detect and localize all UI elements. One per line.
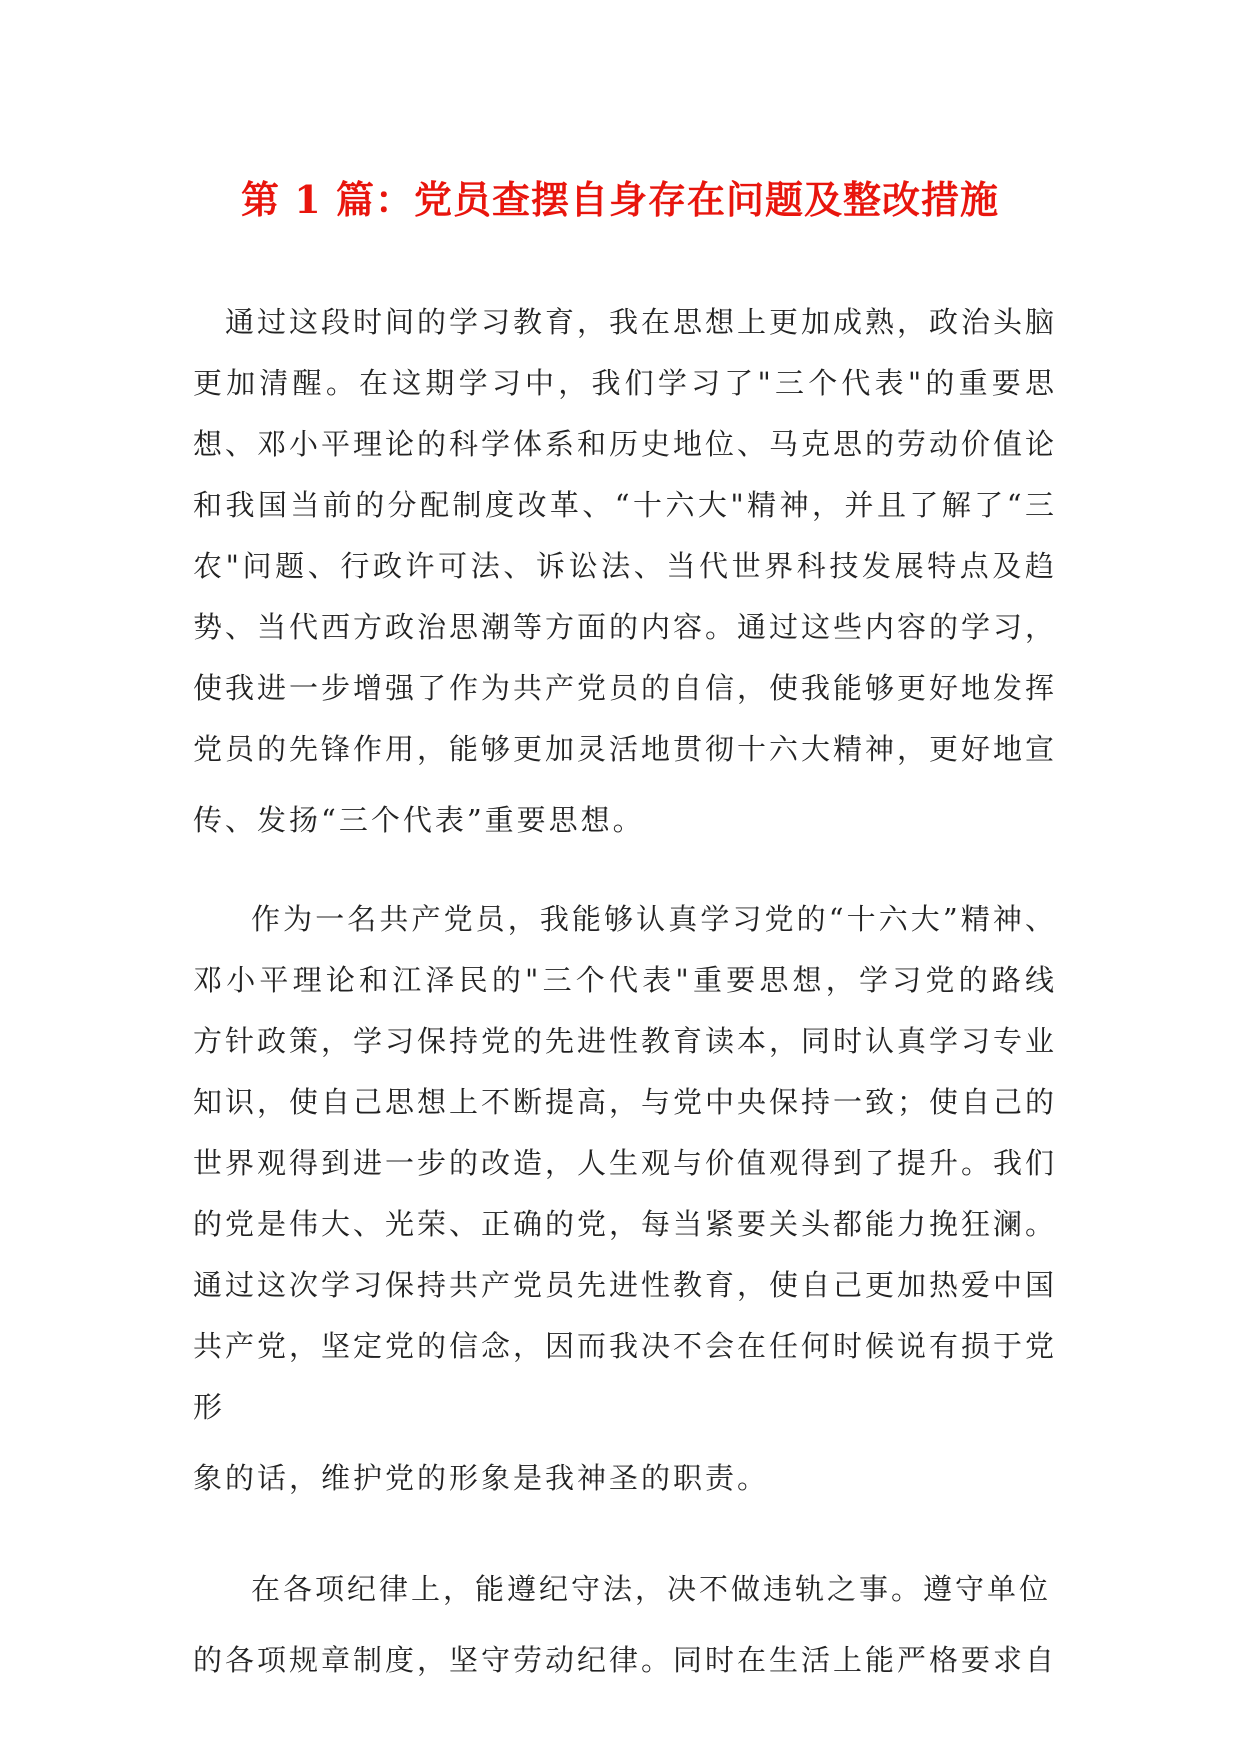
paragraph-2 (193, 889, 1057, 1509)
paragraph-3-tail: 的各项规章制度，坚守劳动纪律。同时在生活上能严格要求自 (193, 1643, 1058, 1677)
paragraph-2-main: 作为一名共产党员，我能够认真学习党的“十六大”精神、邓小平理论和江泽民的"三个代表"重要思想，学习党的路线方针政策，学习保持党的先进性教育读本，同时认真学习专业知识，使自己思想上不断提高，与党中央保持一致；使自己的世界观得到进一步的改造，人生观与价值观得到了提升。我们的党是伟大、光荣、正确的党，每当紧要关头都能力挽狂澜。通过这次学习保持共产党员先进性教育，使自己更加热爱中国共产党，坚定党的信念，因而我决不会在任何时候说有损于党形 (193, 902, 1058, 1424)
paragraph-3 (193, 1559, 1057, 1691)
document-body (193, 292, 1057, 1691)
paragraph-1 (193, 292, 1057, 851)
document-title: 第 1 篇：党员查摆自身存在问题及整改措施 (241, 177, 999, 222)
paragraph-1-tail: 传、发扬“三个代表”重要思想。 (193, 803, 645, 837)
paragraph-1-main: 通过这段时间的学习教育，我在思想上更加成熟，政治头脑更加清醒。在这期学习中，我们学习了"三个代表"的重要思想、邓小平理论的科学体系和历史地位、马克思的劳动价值论和我国当前的分配制度改革、“十六大"精神，并且了解了“三农"问题、行政许可法、诉讼法、当代世界科技发展特点及趋势、当代西方政治思潮等方面的内容。通过这些内容的学习，使我进一步增强了作为共产党员的自信，使我能够更好地发挥党员的先锋作用，能够更加灵活地贯彻十六大精神，更好地宣 (193, 305, 1058, 766)
paragraph-3-main: 在各项纪律上，能遵纪守法，决不做违轨之事。遵守单位 (251, 1572, 1052, 1606)
paragraph-2-tail: 象的话，维护党的形象是我神圣的职责。 (193, 1461, 770, 1495)
